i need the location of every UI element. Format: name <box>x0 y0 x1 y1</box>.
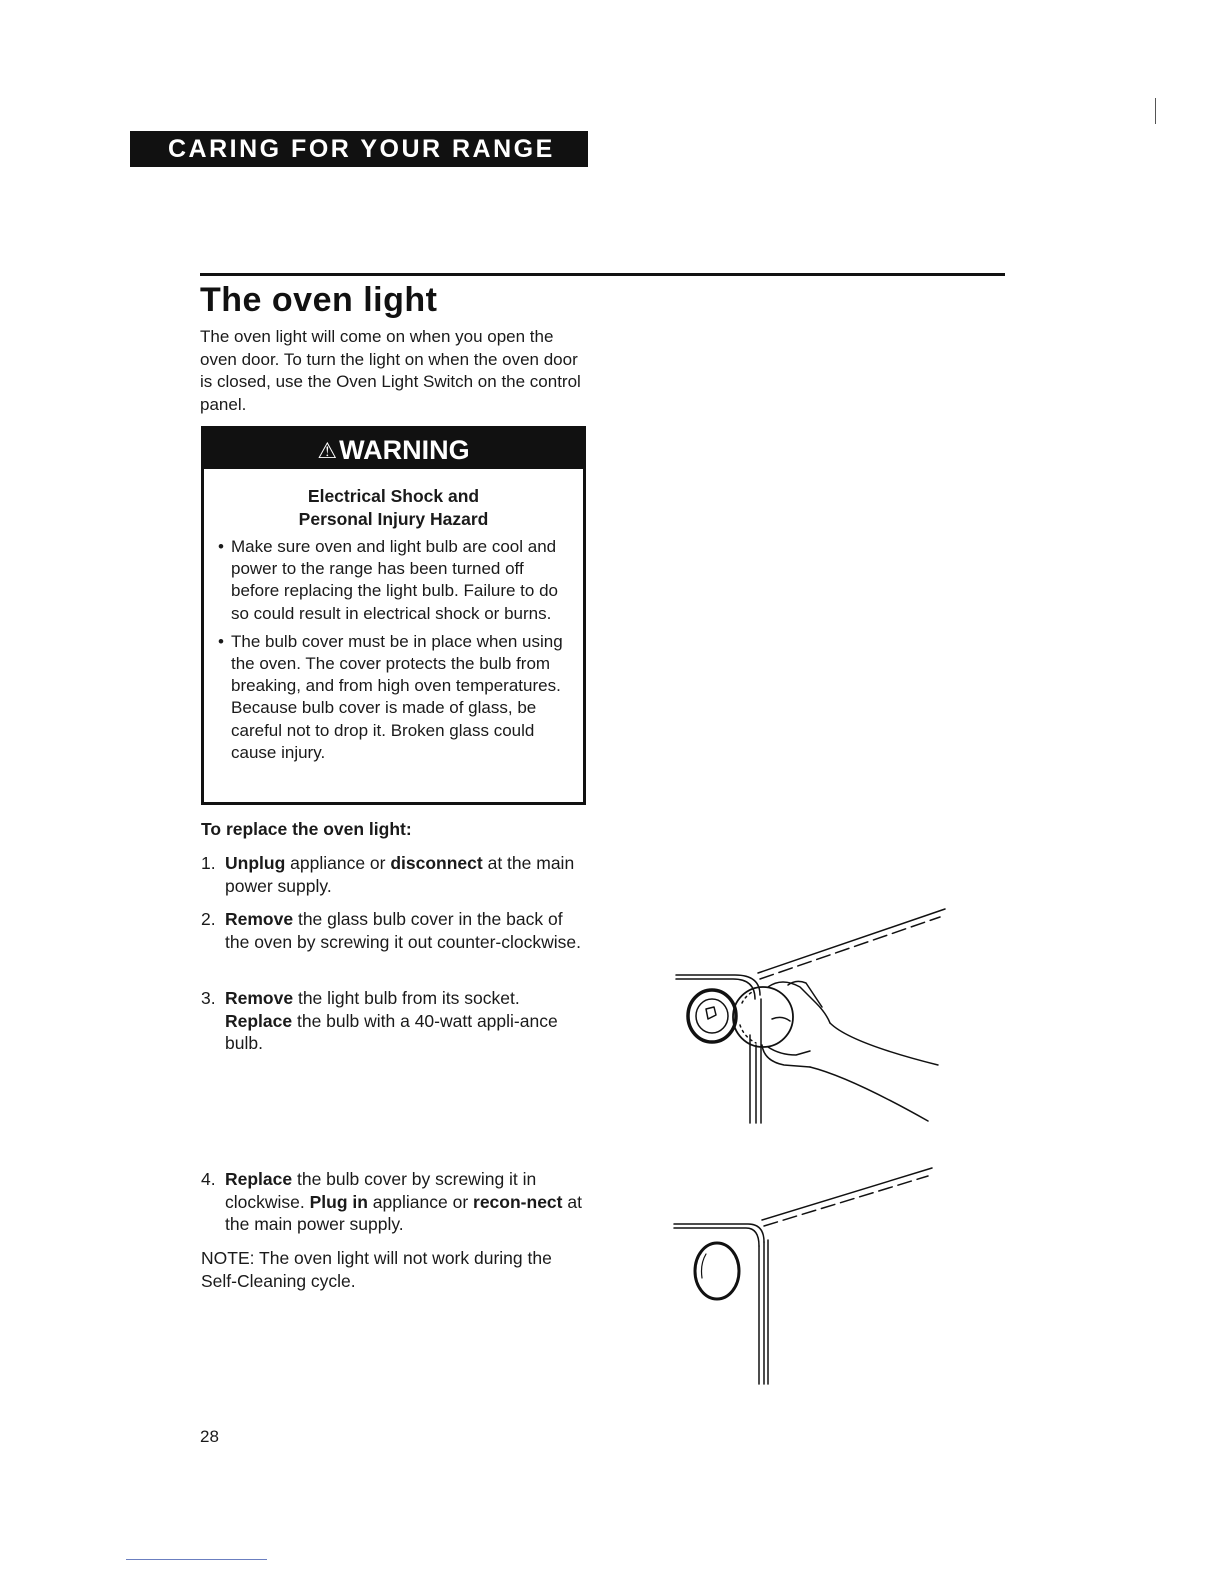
intro-paragraph: The oven light will come on when you open the oven door. To turn the light on when the oven door is closed, use the Oven Light Switch on the control panel. <box>200 327 581 414</box>
step-number: 2. <box>201 909 216 929</box>
note-text: The oven light will not work during the Self-Cleaning cycle. <box>201 1248 552 1291</box>
step-emphasis: Remove <box>225 909 294 929</box>
step-segment: appliance or <box>367 1191 474 1212</box>
step-2 <box>201 908 591 953</box>
warning-subtitle-line1: Electrical Shock and <box>307 486 480 506</box>
step-segment: the bulb cover by screwing it in clockwise. <box>225 1169 537 1212</box>
warning-triangle-icon: ⚠ <box>317 438 338 463</box>
step-segment: at the main power supply. <box>225 853 575 896</box>
warning-label: WARNING <box>339 435 470 465</box>
step-emphasis: Replace <box>225 1010 293 1031</box>
step-emphasis: Plug in <box>309 1191 368 1212</box>
section-header-bar <box>130 131 588 167</box>
warning-subtitle <box>204 485 583 531</box>
step-segment: the light bulb from its socket. <box>293 988 520 1008</box>
step-number: 4. <box>201 1169 216 1189</box>
warning-bullet: • The bulb cover must be in place when using the oven. The cover protects the bulb from breaking, and from high oven temperatures. Because bulb cover is made of glass, be careful not to drop it. Broken glass could cause injury. <box>218 631 573 764</box>
step-text <box>201 852 591 897</box>
step-emphasis: disconnect <box>390 853 483 873</box>
step-number: 1. <box>201 853 216 873</box>
step-emphasis: Remove <box>225 988 294 1008</box>
step-segment: the glass bulb cover in the back of the oven by screwing it out counter-clockwise. <box>225 909 581 952</box>
margin-mark <box>1155 98 1156 124</box>
step-segment: the bulb with a 40-watt appli-ance bulb. <box>225 1010 558 1053</box>
step-3 <box>201 987 591 1055</box>
step-emphasis: Replace <box>225 1169 293 1189</box>
warning-subtitle-line2: Personal Injury Hazard <box>298 509 489 529</box>
warning-bullet: • Make sure oven and light bulb are cool and power to the range has been turned off before replacing the light bulb. Failure to do so could result in electrical shock or burns. <box>218 536 573 625</box>
instructions-heading: To replace the oven light: <box>201 819 412 839</box>
step-text <box>201 987 591 1055</box>
step-segment: at the main power supply. <box>225 1191 582 1234</box>
note <box>201 1247 591 1292</box>
warning-header <box>204 429 583 469</box>
step-text <box>201 1168 591 1236</box>
page-title: The oven light <box>200 281 438 319</box>
note-label: NOTE: <box>201 1248 255 1268</box>
footer-line <box>126 1559 267 1560</box>
warning-list <box>204 536 583 764</box>
step-emphasis: Unplug <box>225 853 286 873</box>
page-number: 28 <box>200 1427 219 1446</box>
title-rule <box>200 273 1005 276</box>
step-number: 3. <box>201 988 216 1008</box>
warning-box <box>201 426 586 805</box>
step-4 <box>201 1168 591 1236</box>
step-text <box>201 908 591 953</box>
replace-bulb-cover-illustration <box>660 1160 960 1390</box>
section-label: CARING FOR YOUR RANGE <box>168 135 555 163</box>
step-segment: appliance or <box>285 853 391 873</box>
step-1 <box>201 852 591 897</box>
step-emphasis: recon-nect <box>473 1191 563 1212</box>
remove-bulb-cover-illustration <box>660 895 960 1135</box>
